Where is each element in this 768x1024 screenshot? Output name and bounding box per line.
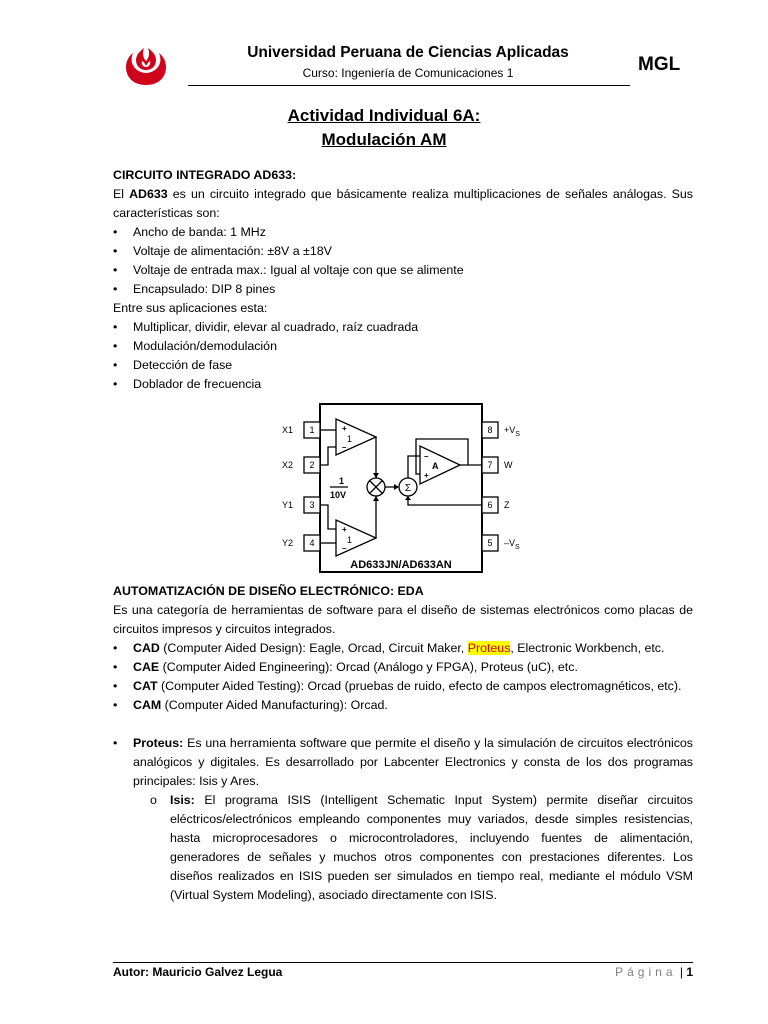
- list-item: • Multiplicar, dividir, elevar al cuadrado, raíz cuadrada: [113, 318, 693, 337]
- list-item: [113, 677, 693, 696]
- term-bold: CAM: [133, 698, 162, 712]
- term-text: (Computer Aided Manufacturing): Orcad.: [161, 698, 388, 712]
- pin-name: X1: [282, 425, 294, 435]
- input-plus-label: +: [342, 525, 347, 534]
- list-item: • Voltaje de entrada max.: Igual al voltaje con que se alimente: [113, 261, 693, 280]
- pin-name: W: [504, 460, 513, 470]
- arrow-icon: [394, 484, 399, 490]
- input-plus-label: +: [342, 424, 347, 433]
- circuit-wiring: [320, 419, 482, 556]
- output-amp-label: A: [432, 461, 439, 471]
- highlighted-term: Proteus: [467, 641, 511, 655]
- term-text: , Electronic Workbench, etc.: [510, 641, 665, 655]
- applications-list: [113, 318, 693, 394]
- pin-number: 1: [309, 425, 315, 435]
- list-item: [113, 696, 693, 715]
- output-amp-minus: –: [424, 452, 429, 461]
- page-separator: |: [679, 965, 683, 979]
- term-text: (Computer Aided Engineering): Orcad (Análogo y FPGA), Proteus (uC), etc.: [159, 660, 578, 674]
- term-bold: Proteus:: [133, 736, 184, 750]
- page-number: 1: [686, 965, 693, 979]
- list-item: [113, 734, 693, 791]
- ad633-intro: [113, 185, 693, 223]
- list-item: • Encapsulado: DIP 8 pines: [113, 280, 693, 299]
- pin-name: [504, 425, 520, 438]
- page-word: Página: [615, 965, 677, 979]
- scale-numerator: 1: [339, 476, 345, 486]
- pin-name-sub: S: [515, 544, 520, 551]
- eda-section: [113, 582, 693, 905]
- list-item: • Doblador de frecuencia: [113, 375, 693, 394]
- list-item: • Ancho de banda: 1 MHz: [113, 223, 693, 242]
- course-name: Curso: Ingeniería de Comunicaciones 1: [302, 66, 514, 80]
- pin-name: Y1: [282, 500, 294, 510]
- feature-list: [113, 223, 693, 299]
- pin-name-main: +V: [504, 425, 516, 435]
- arrow-icon: [373, 496, 379, 501]
- university-logo: [123, 45, 169, 87]
- pin-number: 3: [309, 500, 315, 510]
- page-header: [113, 40, 693, 90]
- pin-name: Z: [504, 500, 510, 510]
- pin-number: 4: [309, 538, 315, 548]
- term-bold: CAT: [133, 679, 158, 693]
- author-initials: MGL: [638, 54, 681, 75]
- term-bold: CAD: [133, 641, 160, 655]
- intro-bold: AD633: [129, 187, 168, 201]
- scale-denominator: 10V: [330, 490, 347, 500]
- intro-rest: es un circuito integrado que básicamente realiza multiplicaciones de señales análogas. Sus características son:: [113, 187, 693, 220]
- pin-name: [504, 538, 520, 551]
- proteus-list: [113, 734, 693, 791]
- eda-heading: AUTOMATIZACIÓN DE DISEÑO ELECTRÓNICO: EDA: [113, 584, 424, 598]
- list-item: • Detección de fase: [113, 356, 693, 375]
- ad633-heading: CIRCUITO INTEGRADO AD633:: [113, 168, 297, 182]
- list-item: • Voltaje de alimentación: ±8V a ±18V: [113, 242, 693, 261]
- list-item: [113, 639, 693, 658]
- ad633-pinout-diagram: [276, 402, 532, 576]
- pin-name-sub: S: [515, 431, 520, 438]
- pin-name: X2: [282, 460, 294, 470]
- university-name: Universidad Peruana de Ciencias Aplicadas: [247, 44, 569, 61]
- input-minus-label: –: [342, 443, 347, 452]
- arrow-icon: [373, 473, 379, 478]
- term-text: (Computer Aided Design): Eagle, Orcad, Circuit Maker,: [159, 641, 468, 655]
- term-bold: CAE: [133, 660, 160, 674]
- header-divider: [188, 85, 630, 86]
- arrow-icon: [405, 496, 411, 500]
- term-text: El programa ISIS (Intelligent Schematic Input System) permite diseñar circuitos eléctricos/electrónicos empleando componentes muy variados, desde simples resistencias, hasta microprocesadores o microcontroladores, incluyendo fuentes de alimentación, generadores de señales y muchos otros componentes con prestaciones diferentes. Los diseños realizados en ISIS pueden ser simulados en tiempo real, mediante el módulo VSM (Virtual System Modeling), asociado directamente con ISIS.: [170, 793, 693, 902]
- list-item: [113, 658, 693, 677]
- pin-number: 6: [487, 500, 493, 510]
- intro-prefix: El: [113, 187, 130, 201]
- pin-name: Y2: [282, 538, 294, 548]
- page-indicator: [560, 965, 693, 979]
- part-label: AD633JN/AD633AN: [350, 559, 452, 571]
- input-minus-label: –: [342, 544, 347, 553]
- sub-bullet: o: [150, 793, 157, 807]
- term-bold: Isis:: [170, 793, 195, 807]
- pin-name-main: –V: [504, 538, 516, 548]
- pin-number: 5: [487, 538, 493, 548]
- ad633-section: [113, 166, 693, 394]
- pin-number: 8: [487, 425, 493, 435]
- pin-number: 7: [487, 460, 493, 470]
- list-item: • Modulación/demodulación: [113, 337, 693, 356]
- footer-divider: [113, 962, 693, 963]
- eda-tools-list: [113, 639, 693, 715]
- footer-author: Autor: Mauricio Galvez Legua: [113, 965, 283, 979]
- page-title: Actividad Individual 6A:: [287, 106, 481, 125]
- sum-symbol: Σ: [404, 483, 412, 494]
- term-text: Es una herramienta software que permite el diseño y la simulación de circuitos electrónicos analógicos y digitales. Es desarrollado por Labcenter Electronics y consta de los dos programas principales: Isis y Ares.: [133, 736, 693, 788]
- applications-intro: Entre sus aplicaciones esta:: [113, 301, 268, 315]
- page-subtitle: Modulación AM: [321, 130, 447, 149]
- buffer-gain-label: 1: [347, 535, 353, 545]
- pin-number: 2: [309, 460, 315, 470]
- output-amp-plus: +: [424, 471, 429, 480]
- buffer-gain-label: 1: [347, 434, 353, 444]
- isis-subitem: [113, 791, 693, 905]
- eda-intro: Es una categoría de herramientas de software para el diseño de sistemas electrónicos como placas de circuitos impresos y circuitos integrados.: [113, 603, 693, 636]
- term-text: (Computer Aided Testing): Orcad (pruebas de ruido, efecto de campos electromagnéticos, etc).: [157, 679, 682, 693]
